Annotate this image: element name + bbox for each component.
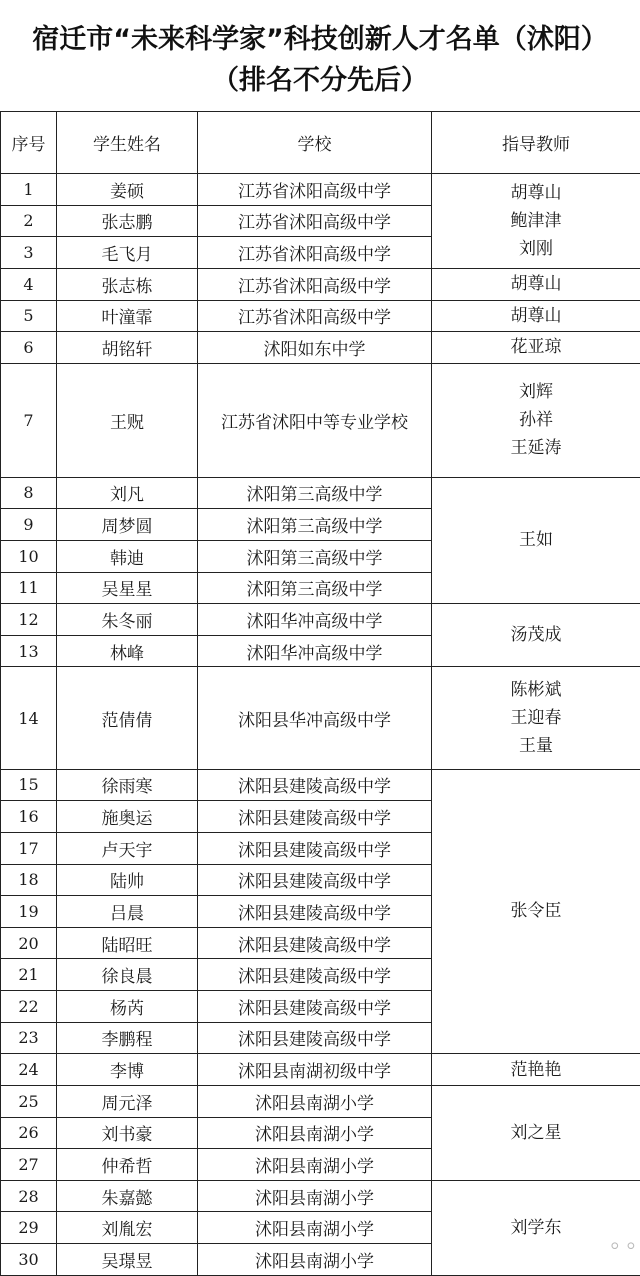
roster-table xyxy=(0,111,640,1276)
student-name: 姜硕 xyxy=(57,174,198,206)
teacher-cell xyxy=(432,769,640,1054)
teacher-cell xyxy=(432,1085,640,1180)
teacher-name: 汤茂成 xyxy=(510,625,562,646)
school-name: 沭阳县南湖小学 xyxy=(198,1117,432,1149)
row-index: 15 xyxy=(1,769,57,801)
teacher-cell xyxy=(432,477,640,604)
page-subtitle: （排名不分先后） xyxy=(212,65,428,96)
school-name: 江苏省沭阳高级中学 xyxy=(198,300,432,332)
student-name: 仲希哲 xyxy=(57,1149,198,1181)
student-name: 吴星星 xyxy=(57,572,198,604)
student-name: 朱嘉懿 xyxy=(57,1180,198,1212)
school-name: 沭阳县建陵高级中学 xyxy=(198,959,432,991)
teacher-name: 刘学东 xyxy=(510,1217,562,1238)
school-name: 沭阳县南湖初级中学 xyxy=(198,1054,432,1086)
teacher-name: 刘辉 xyxy=(519,382,553,403)
student-name: 朱冬丽 xyxy=(57,604,198,636)
student-name: 周元泽 xyxy=(57,1085,198,1117)
school-name: 沭阳第三高级中学 xyxy=(198,509,432,541)
row-index: 12 xyxy=(1,604,57,636)
teacher-cell xyxy=(432,332,640,364)
row-index: 19 xyxy=(1,896,57,928)
teacher-name: 王延涛 xyxy=(510,438,562,459)
school-name: 沭阳华冲高级中学 xyxy=(198,604,432,636)
row-index: 16 xyxy=(1,801,57,833)
row-index: 2 xyxy=(1,205,57,237)
school-name: 江苏省沭阳高级中学 xyxy=(198,268,432,300)
school-name: 沭阳县建陵高级中学 xyxy=(198,801,432,833)
row-index: 25 xyxy=(1,1085,57,1117)
teacher-name: 刘之星 xyxy=(510,1122,562,1143)
student-name: 胡铭轩 xyxy=(57,332,198,364)
table-row xyxy=(1,268,640,300)
student-name: 徐雨寒 xyxy=(57,769,198,801)
teacher-name: 胡尊山 xyxy=(510,305,562,326)
table-row xyxy=(1,300,640,332)
table-row xyxy=(1,174,640,206)
student-name: 卢天宇 xyxy=(57,832,198,864)
student-name: 徐良晨 xyxy=(57,959,198,991)
table-row xyxy=(1,1085,640,1117)
school-name: 沭阳县南湖小学 xyxy=(198,1212,432,1244)
table-row xyxy=(1,667,640,769)
row-index: 9 xyxy=(1,509,57,541)
page-title: 宿迁市“未来科学家”科技创新人才名单（沭阳） xyxy=(32,24,608,55)
header-index: 序号 xyxy=(1,112,57,174)
school-name: 沭阳县建陵高级中学 xyxy=(198,927,432,959)
table-row xyxy=(1,363,640,477)
teacher-name: 陈彬斌 xyxy=(510,680,562,701)
school-name: 沭阳县南湖小学 xyxy=(198,1244,432,1276)
row-index: 7 xyxy=(1,363,57,477)
table-row xyxy=(1,332,640,364)
row-index: 17 xyxy=(1,832,57,864)
school-name: 江苏省沭阳中等专业学校 xyxy=(198,363,432,477)
row-index: 13 xyxy=(1,635,57,667)
student-name: 刘凡 xyxy=(57,477,198,509)
student-name: 叶潼霏 xyxy=(57,300,198,332)
row-index: 20 xyxy=(1,927,57,959)
school-name: 沭阳第三高级中学 xyxy=(198,540,432,572)
student-name: 王贶 xyxy=(57,363,198,477)
row-index: 10 xyxy=(1,540,57,572)
row-index: 4 xyxy=(1,268,57,300)
school-name: 沭阳如东中学 xyxy=(198,332,432,364)
school-name: 江苏省沭阳高级中学 xyxy=(198,237,432,269)
student-name: 李博 xyxy=(57,1054,198,1086)
row-index: 22 xyxy=(1,991,57,1023)
school-name: 沭阳县建陵高级中学 xyxy=(198,991,432,1023)
row-index: 5 xyxy=(1,300,57,332)
student-name: 吕晨 xyxy=(57,896,198,928)
table-row xyxy=(1,604,640,636)
teacher-name: 鲍津津 xyxy=(510,210,562,231)
teacher-name: 王量 xyxy=(519,736,553,757)
table-header-row xyxy=(1,112,640,174)
table-row xyxy=(1,1180,640,1212)
row-index: 3 xyxy=(1,237,57,269)
student-name: 周梦圆 xyxy=(57,509,198,541)
table-row xyxy=(1,1054,640,1086)
row-index: 6 xyxy=(1,332,57,364)
teacher-cell xyxy=(432,300,640,332)
student-name: 张志鹏 xyxy=(57,205,198,237)
teacher-cell xyxy=(432,363,640,477)
table-body xyxy=(1,174,640,1276)
row-index: 30 xyxy=(1,1244,57,1276)
school-name: 江苏省沭阳高级中学 xyxy=(198,205,432,237)
student-name: 林峰 xyxy=(57,635,198,667)
student-name: 李鹏程 xyxy=(57,1022,198,1054)
student-name: 范倩倩 xyxy=(57,667,198,769)
teacher-cell xyxy=(432,667,640,769)
student-name: 陆昭旺 xyxy=(57,927,198,959)
school-name: 沭阳华冲高级中学 xyxy=(198,635,432,667)
row-index: 23 xyxy=(1,1022,57,1054)
school-name: 江苏省沭阳高级中学 xyxy=(198,174,432,206)
teacher-name: 胡尊山 xyxy=(510,274,562,295)
school-name: 沭阳县南湖小学 xyxy=(198,1085,432,1117)
student-name: 施奥运 xyxy=(57,801,198,833)
teacher-name: 胡尊山 xyxy=(510,182,562,203)
school-name: 沭阳第三高级中学 xyxy=(198,572,432,604)
table-row xyxy=(1,769,640,801)
table-row xyxy=(1,477,640,509)
student-name: 陆帅 xyxy=(57,864,198,896)
teacher-cell xyxy=(432,268,640,300)
header-teacher: 指导教师 xyxy=(432,112,640,174)
school-name: 沭阳第三高级中学 xyxy=(198,477,432,509)
header-student-name: 学生姓名 xyxy=(57,112,198,174)
school-name: 沭阳县建陵高级中学 xyxy=(198,1022,432,1054)
row-index: 24 xyxy=(1,1054,57,1086)
teacher-name: 张令臣 xyxy=(510,901,562,922)
row-index: 1 xyxy=(1,174,57,206)
school-name: 沭阳县建陵高级中学 xyxy=(198,832,432,864)
school-name: 沭阳县建陵高级中学 xyxy=(198,864,432,896)
watermark: ⸰ ⸰ xyxy=(609,1236,636,1257)
teacher-name: 王迎春 xyxy=(510,708,562,729)
row-index: 27 xyxy=(1,1149,57,1181)
teacher-cell xyxy=(432,174,640,269)
row-index: 11 xyxy=(1,572,57,604)
row-index: 8 xyxy=(1,477,57,509)
student-name: 刘胤宏 xyxy=(57,1212,198,1244)
teacher-name: 孙祥 xyxy=(519,410,553,431)
teacher-name: 花亚琼 xyxy=(510,337,562,358)
teacher-cell xyxy=(432,1054,640,1086)
teacher-cell xyxy=(432,1180,640,1275)
teacher-name: 范艳艳 xyxy=(510,1059,562,1080)
row-index: 18 xyxy=(1,864,57,896)
teacher-cell xyxy=(432,604,640,667)
school-name: 沭阳县南湖小学 xyxy=(198,1149,432,1181)
school-name: 沭阳县南湖小学 xyxy=(198,1180,432,1212)
student-name: 张志栋 xyxy=(57,268,198,300)
teacher-name: 刘刚 xyxy=(519,238,553,259)
row-index: 26 xyxy=(1,1117,57,1149)
student-name: 杨芮 xyxy=(57,991,198,1023)
school-name: 沭阳县建陵高级中学 xyxy=(198,896,432,928)
row-index: 21 xyxy=(1,959,57,991)
school-name: 沭阳县建陵高级中学 xyxy=(198,769,432,801)
student-name: 刘书豪 xyxy=(57,1117,198,1149)
student-name: 毛飞月 xyxy=(57,237,198,269)
school-name: 沭阳县华冲高级中学 xyxy=(198,667,432,769)
row-index: 28 xyxy=(1,1180,57,1212)
row-index: 14 xyxy=(1,667,57,769)
teacher-name: 王如 xyxy=(519,530,553,551)
row-index: 29 xyxy=(1,1212,57,1244)
header-school: 学校 xyxy=(198,112,432,174)
student-name: 吴璟昱 xyxy=(57,1244,198,1276)
student-name: 韩迪 xyxy=(57,540,198,572)
